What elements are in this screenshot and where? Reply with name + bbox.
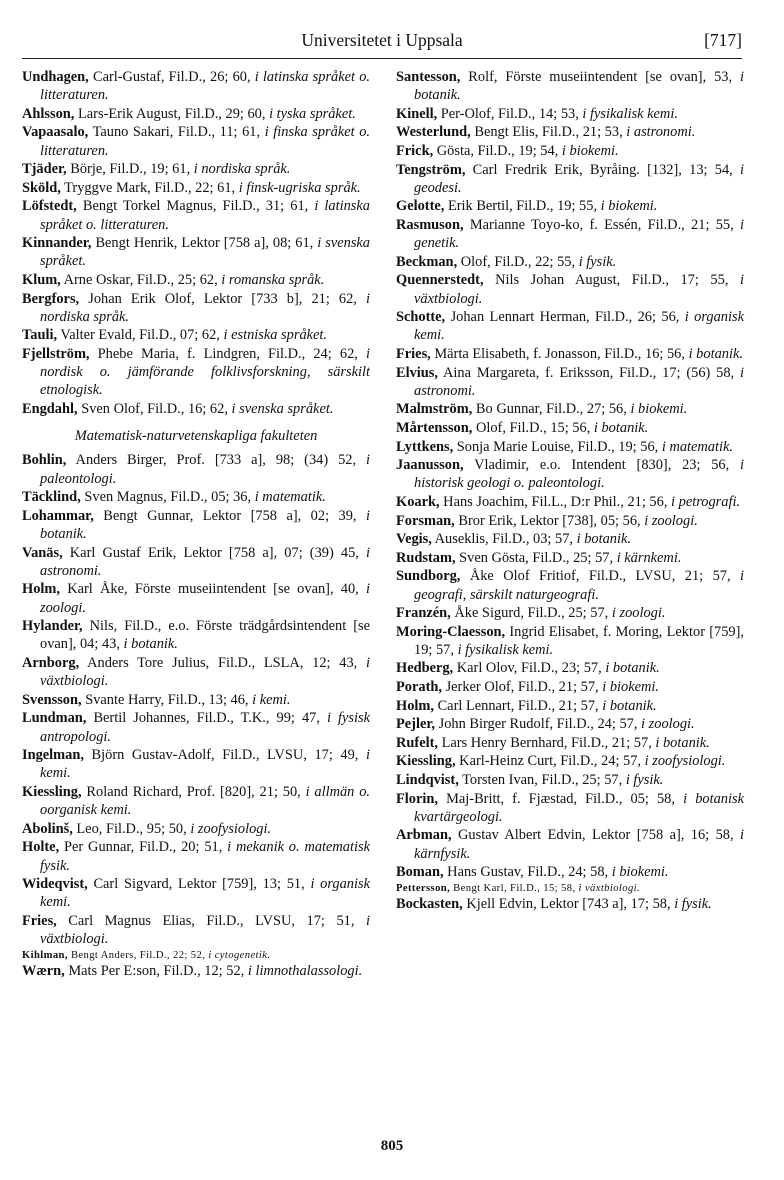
register-entry <box>396 895 744 913</box>
entry-name: Elvius, <box>396 364 438 381</box>
entry-name: Svensson, <box>22 691 82 708</box>
entry-name: Arnborg, <box>22 654 80 671</box>
register-entry <box>396 549 744 567</box>
entry-details: John Birger Rudolf, Fil.D., 24; 57, <box>435 716 642 733</box>
entry-subject: i botanik. <box>602 697 657 714</box>
page-number: 805 <box>380 1138 404 1154</box>
register-entry <box>396 752 744 770</box>
entry-subject: i botanik. <box>688 345 743 362</box>
register-entry <box>396 734 744 752</box>
entry-name: Kiessling, <box>22 783 82 800</box>
entry-subject: i kemi. <box>252 691 291 708</box>
entry-subject: i biokemi. <box>630 401 688 418</box>
register-entry <box>396 863 744 881</box>
register-entry <box>22 451 370 487</box>
entry-subject: i latinska språket o. litteraturen. <box>40 69 370 104</box>
entry-details: Per-Olof, Fil.D., 14; 53, <box>437 105 583 122</box>
entry-name: Kinnander, <box>22 235 92 252</box>
register-entry <box>396 623 744 659</box>
left-entries-bottom <box>22 451 370 980</box>
register-entry <box>396 216 744 252</box>
register-entry <box>396 308 744 344</box>
entry-subject: i fysikalisk kemi. <box>582 105 678 122</box>
register-entry <box>22 197 370 233</box>
entry-subject: i geografi, särskilt naturgeografi. <box>414 568 744 603</box>
entry-subject: i svenska språket. <box>40 235 370 270</box>
register-entry <box>22 400 370 418</box>
page-reference: [717] <box>704 30 742 50</box>
register-entry <box>396 271 744 307</box>
entry-subject: i matematik. <box>661 438 733 455</box>
entry-name: Kiessling, <box>396 753 456 770</box>
entry-subject: i nordiska språk. <box>40 290 370 325</box>
register-entry <box>22 290 370 326</box>
entry-name: Ahlsson, <box>22 105 75 122</box>
register-entry <box>396 659 744 677</box>
entry-name: Malmström, <box>396 401 473 418</box>
entry-name: Lundman, <box>22 710 87 727</box>
register-entry <box>396 123 744 141</box>
entry-name: Vanäs, <box>22 544 63 561</box>
register-entry <box>396 68 744 104</box>
entry-subject: i botanik. <box>576 531 631 548</box>
entry-details: Leo, Fil.D., 95; 50, <box>72 820 191 837</box>
entry-name: Fjellström, <box>22 345 90 362</box>
entry-details: Åke Olof Fritiof, Fil.D., LVSU, 21; 57, <box>460 568 740 585</box>
entry-details: Bengt Torkel Magnus, Fil.D., 31; 61, <box>76 198 315 215</box>
register-entry <box>396 197 744 215</box>
entry-details: Bo Gunnar, Fil.D., 27; 56, <box>472 401 631 418</box>
entry-subject: i växtbiologi. <box>40 654 370 690</box>
register-entry <box>396 882 744 895</box>
entry-subject: i zoofysiologi. <box>190 820 272 837</box>
entry-details: Carl Lennart, Fil.D., 21; 57, <box>433 697 603 714</box>
entry-details: Per Gunnar, Fil.D., 20; 51, <box>59 839 228 856</box>
entry-subject: i matematik. <box>254 489 326 506</box>
entry-name: Rudstam, <box>396 549 456 566</box>
entry-name: Frick, <box>396 142 434 159</box>
entry-name: Moring-Claesson, <box>396 623 506 640</box>
entry-name: Bohlin, <box>22 452 67 469</box>
register-entry <box>396 161 744 197</box>
entry-details: Lars Henry Bernhard, Fil.D., 21; 57, <box>437 734 656 751</box>
register-entry <box>22 234 370 270</box>
entry-name: Florin, <box>396 790 438 807</box>
entry-name: Rasmuson, <box>396 216 464 233</box>
entry-name: Schotte, <box>396 309 446 326</box>
entry-subject: i fysik. <box>578 253 617 270</box>
entry-name: Kihlman, <box>22 949 68 961</box>
entry-details: Rolf, Förste museiintendent [se ovan], 53, <box>460 69 740 85</box>
register-entry <box>22 544 370 580</box>
register-entry <box>22 123 370 159</box>
entry-details: Vladimir, e.o. Intendent [830], 23; 56, <box>463 457 740 474</box>
entry-details: Marianne Toyo-ko, f. Essén, Fil.D., 21; 55, <box>463 216 740 233</box>
entry-name: Porath, <box>396 679 442 696</box>
entry-details: Johan Erik Olof, Lektor [733 b], 21; 62, <box>79 290 366 307</box>
entry-details: Bengt Karl, Fil.D., 15; 58, <box>450 882 579 894</box>
entry-name: Sköld, <box>22 179 61 196</box>
page-title: Universitetet i Uppsala <box>301 30 463 50</box>
register-entry <box>396 715 744 733</box>
entry-details: Märta Elisabeth, f. Jonasson, Fil.D., 16; 56, <box>430 345 689 362</box>
entry-subject: i tyska språket. <box>269 105 356 122</box>
entry-subject: i botanisk kvartärgeologi. <box>414 790 744 825</box>
entry-details: Tryggve Mark, Fil.D., 22; 61, <box>60 179 239 196</box>
entry-name: Engdahl, <box>22 400 78 417</box>
entry-details: Sven Olof, Fil.D., 16; 62, <box>77 400 232 417</box>
entry-name: Klum, <box>22 271 61 288</box>
entry-details: Hans Gustav, Fil.D., 24; 58, <box>443 864 612 881</box>
entry-details: Carl Magnus Elias, Fil.D., LVSU, 17; 51, <box>56 912 366 929</box>
entry-details: Björn Gustav-Adolf, Fil.D., LVSU, 17; 49, <box>83 747 366 764</box>
entry-details: Johan Lennart Herman, Fil.D., 26; 56, <box>445 309 685 326</box>
register-entry <box>396 142 744 160</box>
entry-subject: i estniska språket. <box>223 327 328 344</box>
register-entry <box>396 530 744 548</box>
register-entry <box>22 709 370 745</box>
register-entry <box>396 567 744 603</box>
entry-subject: i latinska språket o. litteraturen. <box>40 198 370 233</box>
entry-name: Bergfors, <box>22 290 80 307</box>
entry-subject: i cytogenetik. <box>208 949 271 961</box>
entry-name: Tengström, <box>396 161 466 178</box>
entry-name: Vegis, <box>396 531 432 548</box>
entry-subject: i kärnfysik. <box>414 827 744 862</box>
register-entry <box>22 875 370 911</box>
entry-name: Lyttkens, <box>396 438 454 455</box>
entry-details: Anders Birger, Prof. [733 a], 98; (34) 52, <box>66 452 366 469</box>
entry-subject: i fysisk antropologi. <box>40 710 370 745</box>
entry-subject: i fysik. <box>625 772 664 789</box>
entry-subject: i romanska språk. <box>221 271 325 288</box>
entry-subject: i växtbiologi. <box>414 272 744 307</box>
entry-subject: i organisk kemi. <box>414 309 744 344</box>
register-entry <box>22 962 370 980</box>
header-rule <box>22 58 742 59</box>
register-entry <box>396 345 744 363</box>
entry-name: Forsman, <box>396 512 455 529</box>
entry-details: Kjell Edvin, Lektor [743 a], 17; 58, <box>462 896 675 913</box>
entry-name: Holte, <box>22 839 60 856</box>
register-entry <box>22 654 370 690</box>
entry-subject: i botanik. <box>123 636 178 653</box>
entry-name: Kinell, <box>396 105 438 122</box>
entry-details: Karl Gustaf Erik, Lektor [758 a], 07; (39) 45, <box>62 544 366 561</box>
entry-subject: i astronomi. <box>40 544 370 579</box>
entry-name: Vapaasalo, <box>22 124 89 141</box>
entry-details: Arne Oskar, Fil.D., 25; 62, <box>60 271 222 288</box>
entry-subject: i finsk-ugriska språk. <box>238 179 361 196</box>
entry-name: Mårtensson, <box>396 419 473 436</box>
entry-details: Sven Gösta, Fil.D., 25; 57, <box>455 549 617 566</box>
entry-subject: i zoologi. <box>641 716 695 733</box>
entry-details: Torsten Ivan, Fil.D., 25; 57, <box>458 772 626 789</box>
register-entry <box>22 691 370 709</box>
entry-subject: i astronomi. <box>626 124 696 141</box>
entry-details: Erik Bertil, Fil.D., 19; 55, <box>444 198 601 215</box>
entry-name: Gelotte, <box>396 198 445 215</box>
entry-details: Åke Sigurd, Fil.D., 25; 57, <box>450 605 612 622</box>
entry-details: Mats Per E:son, Fil.D., 12; 52, <box>64 963 248 980</box>
entry-subject: i svenska språket. <box>231 400 334 417</box>
register-entry <box>396 438 744 456</box>
register-entry <box>396 364 744 400</box>
entry-name: Fries, <box>22 912 57 929</box>
entry-details: Karl-Heinz Curt, Fil.D., 24; 57, <box>455 753 645 770</box>
entry-details: Bror Erik, Lektor [738], 05; 56, <box>454 512 645 529</box>
entry-details: Börje, Fil.D., 19; 61, <box>66 161 194 178</box>
entry-name: Pejler, <box>396 716 436 733</box>
register-entry <box>22 838 370 874</box>
entry-subject: i finska språket o. litteraturen. <box>40 124 370 159</box>
entry-subject: i fysik. <box>674 896 712 913</box>
entry-subject: i biokemi. <box>600 198 658 215</box>
register-entry <box>396 512 744 530</box>
entry-name: Beckman, <box>396 253 458 270</box>
register-entry <box>22 271 370 289</box>
entry-details: Maj-Britt, f. Fjæstad, Fil.D., 05; 58, <box>437 790 684 807</box>
entry-name: Holm, <box>22 581 60 598</box>
right-entries <box>396 68 744 913</box>
entry-name: Tjäder, <box>22 161 67 178</box>
entry-subject: i mekanik o. matematisk fysik. <box>40 839 370 874</box>
register-entry <box>22 746 370 782</box>
entry-details: Bengt Henrik, Lektor [758 a], 08; 61, <box>91 235 318 252</box>
register-entry <box>396 697 744 715</box>
entry-subject: i botanik. <box>605 660 660 677</box>
entry-name: Bockasten, <box>396 896 463 913</box>
register-entry <box>396 604 744 622</box>
left-entries-top <box>22 68 370 418</box>
entry-name: Lohammar, <box>22 507 94 524</box>
entry-subject: i petrografi. <box>671 493 741 510</box>
register-entry <box>22 488 370 506</box>
register-entry <box>396 826 744 862</box>
entry-details: Carl Fredrik Erik, Byråing. [132], 13; 54, <box>465 161 740 178</box>
entry-name: Undhagen, <box>22 69 89 85</box>
register-entry <box>22 345 370 400</box>
entry-details: Roland Richard, Prof. [820], 21; 50, <box>81 783 306 800</box>
entry-details: Olof, Fil.D., 15; 56, <box>472 419 594 436</box>
entry-details: Lars-Erik August, Fil.D., 29; 60, <box>74 105 270 122</box>
register-entry <box>22 617 370 653</box>
entry-details: Bengt Anders, Fil.D., 22; 52, <box>67 949 209 961</box>
entry-name: Löfstedt, <box>22 198 77 215</box>
running-header <box>22 30 742 56</box>
entry-subject: i botanik. <box>414 69 744 104</box>
entry-details: Bengt Elis, Fil.D., 21; 53, <box>470 124 627 141</box>
register-entry <box>22 820 370 838</box>
entry-details: Bertil Johannes, Fil.D., T.K., 99; 47, <box>86 710 327 727</box>
register-entry <box>22 949 370 962</box>
entry-name: Holm, <box>396 697 434 714</box>
entry-subject: i biokemi. <box>602 679 659 696</box>
entry-name: Arbman, <box>396 827 452 844</box>
entry-subject: i biokemi. <box>561 142 619 159</box>
entry-subject: i kemi. <box>40 747 370 782</box>
entry-subject: i genetik. <box>414 216 744 252</box>
entry-subject: i biokemi. <box>611 864 669 881</box>
entry-name: Täcklind, <box>22 489 81 506</box>
entry-subject: i växtbiologi. <box>40 912 370 948</box>
entry-details: Bengt Gunnar, Lektor [758 a], 02; 39, <box>93 507 366 524</box>
register-entry <box>22 326 370 344</box>
entry-subject: i kärnkemi. <box>616 549 682 566</box>
entry-subject: i allmän o. oorganisk kemi. <box>40 783 370 819</box>
register-entry <box>396 790 744 826</box>
entry-details: Nils Johan August, Fil.D., 17; 55, <box>483 272 740 289</box>
entry-name: Tauli, <box>22 327 58 344</box>
entry-subject: i botanik. <box>40 507 370 542</box>
entry-details: Valter Evald, Fil.D., 07; 62, <box>57 327 224 344</box>
entry-details: Karl Olov, Fil.D., 23; 57, <box>453 660 606 677</box>
entry-subject: i fysikalisk kemi. <box>457 641 554 658</box>
entry-details: Nils, Fil.D., e.o. Förste trädgårdsintendent [se ovan], 04; 43, <box>40 618 370 653</box>
entry-subject: i zoologi. <box>611 605 666 622</box>
entry-name: Boman, <box>396 864 444 881</box>
entry-details: Jerker Olof, Fil.D., 21; 57, <box>441 679 603 696</box>
register-entry <box>22 160 370 178</box>
entry-details: Olof, Fil.D., 22; 55, <box>457 253 579 270</box>
entry-details: Karl Åke, Förste museiintendent [se ovan], 40, <box>59 581 366 598</box>
entry-subject: i zoologi. <box>40 581 370 616</box>
register-entry <box>22 507 370 543</box>
entry-name: Hedberg, <box>396 660 454 677</box>
entry-name: Hylander, <box>22 618 83 635</box>
entry-details: Carl Sigvard, Lektor [759], 13; 51, <box>87 876 311 893</box>
register-entry <box>396 419 744 437</box>
register-entry <box>22 68 370 104</box>
entry-name: Koark, <box>396 493 440 510</box>
entry-details: Ingrid Elisabet, f. Moring, Lektor [759], 19; 57, <box>414 623 744 658</box>
entry-details: Sven Magnus, Fil.D., 05; 36, <box>80 489 255 506</box>
entry-details: Gösta, Fil.D., 19; 54, <box>433 142 562 159</box>
register-entry <box>22 179 370 197</box>
register-entry <box>396 400 744 418</box>
register-entry <box>396 253 744 271</box>
entry-name: Abolinš, <box>22 820 73 837</box>
register-entry <box>22 783 370 819</box>
entry-subject: i nordiska språk. <box>193 161 291 178</box>
entry-subject: i botanik. <box>655 734 710 751</box>
entry-subject: i växtbiologi. <box>578 882 641 894</box>
entry-subject: i limnothalassologi. <box>247 963 363 980</box>
entry-name: Ingelman, <box>22 747 84 764</box>
entry-details: Auseklis, Fil.D., 03; 57, <box>431 531 577 548</box>
entry-details: Carl-Gustaf, Fil.D., 26; 60, <box>88 69 255 85</box>
register-entry <box>396 771 744 789</box>
register-entry <box>22 580 370 616</box>
register-entry <box>396 493 744 511</box>
entry-name: Jaanusson, <box>396 457 464 474</box>
entry-subject: i paleontologi. <box>40 452 370 487</box>
entry-details: Phebe Maria, f. Lindgren, Fil.D., 24; 62, <box>89 345 366 362</box>
entry-name: Rufelt, <box>396 734 438 751</box>
entry-details: Svante Harry, Fil.D., 13; 46, <box>81 691 253 708</box>
entry-details: Gustav Albert Edvin, Lektor [758 a], 16; 58, <box>451 827 740 844</box>
register-entry <box>22 912 370 948</box>
entry-name: Sundborg, <box>396 568 461 585</box>
right-column <box>396 68 744 914</box>
entry-name: Pettersson, <box>396 882 451 894</box>
entry-name: Lindqvist, <box>396 772 459 789</box>
left-column <box>22 68 370 981</box>
entry-name: Wærn, <box>22 963 65 980</box>
entry-subject: i organisk kemi. <box>40 876 370 911</box>
register-entry <box>396 456 744 492</box>
entry-name: Franzén, <box>396 605 451 622</box>
entry-details: Hans Joachim, Fil.L., D:r Phil., 21; 56, <box>439 493 672 510</box>
entry-subject: i botanik. <box>593 419 649 436</box>
register-entry <box>396 105 744 123</box>
entry-subject: i nordisk o. jämförande folklivsforskning, särskilt etnologisk. <box>40 345 370 399</box>
entry-name: Fries, <box>396 345 431 362</box>
entry-name: Westerlund, <box>396 124 471 141</box>
entry-subject: i astronomi. <box>414 364 744 399</box>
entry-name: Santesson, <box>396 69 461 85</box>
entry-details: Tauno Sakari, Fil.D., 11; 61, <box>88 124 265 141</box>
register-entry <box>396 678 744 696</box>
entry-subject: i geodesi. <box>414 161 744 196</box>
section-heading: Matematisk-naturvetenskapliga fakulteten <box>74 428 318 445</box>
entry-subject: i zoofysiologi. <box>644 753 726 770</box>
entry-name: Wideqvist, <box>22 876 88 893</box>
entry-details: Anders Tore Julius, Fil.D., LSLA, 12; 43, <box>79 654 366 671</box>
register-entry <box>22 105 370 123</box>
entry-subject: i historisk geologi o. paleontologi. <box>414 457 744 492</box>
entry-name: Quennerstedt, <box>396 272 484 289</box>
entry-subject: i zoologi. <box>644 512 698 529</box>
entry-details: Aina Margareta, f. Eriksson, Fil.D., 17; (56) 58, <box>438 364 740 381</box>
entry-details: Sonja Marie Louise, Fil.D., 19; 56, <box>453 438 662 455</box>
